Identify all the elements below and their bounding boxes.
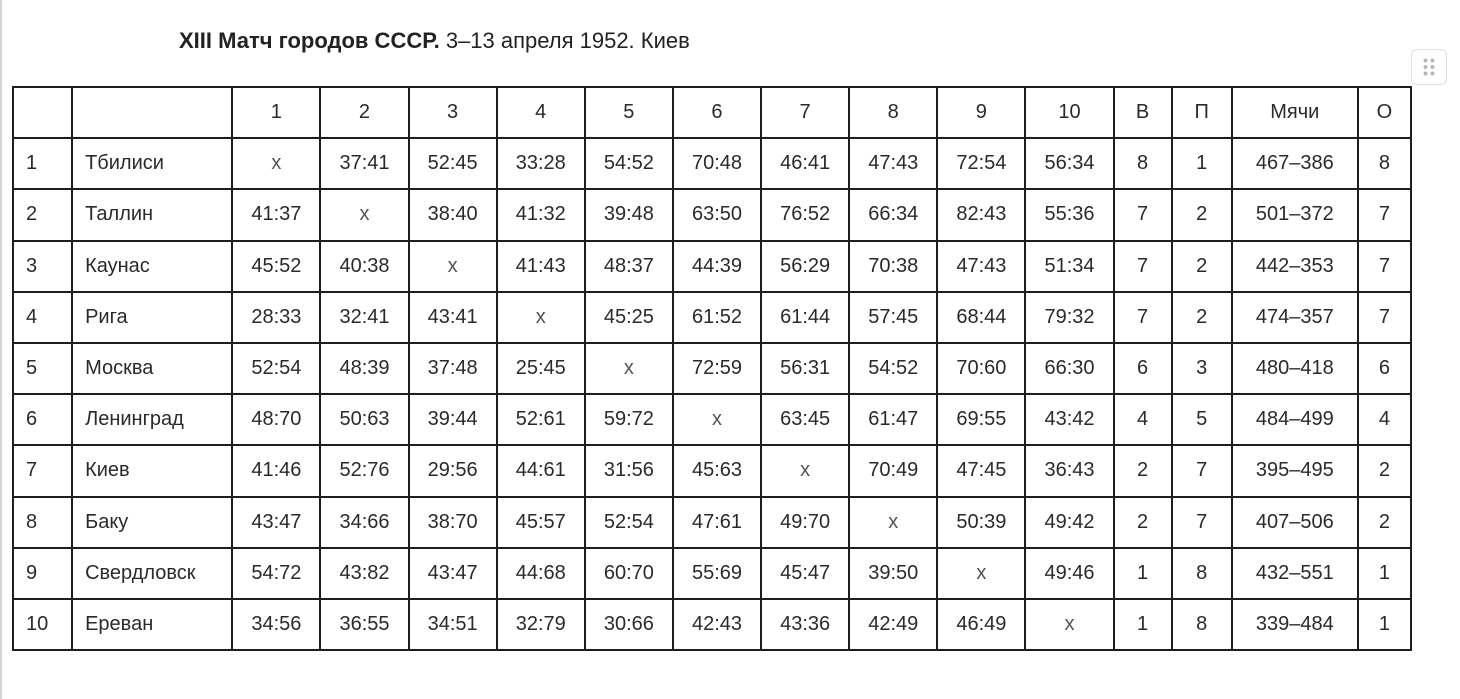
result-cell: 61:47 — [849, 394, 937, 445]
result-cell: x — [409, 241, 497, 292]
result-cell: 72:54 — [937, 138, 1025, 189]
team-name-cell: Рига — [72, 292, 232, 343]
result-cell: 39:50 — [849, 548, 937, 599]
result-cell: 31:56 — [585, 445, 673, 496]
table-row — [13, 394, 1411, 445]
row-number-cell: 4 — [13, 292, 72, 343]
result-cell: 43:41 — [409, 292, 497, 343]
result-cell: x — [585, 343, 673, 394]
result-cell: 70:49 — [849, 445, 937, 496]
result-cell: 57:45 — [849, 292, 937, 343]
result-cell: 38:70 — [409, 497, 497, 548]
losses-cell: 5 — [1172, 394, 1232, 445]
row-number-cell: 9 — [13, 548, 72, 599]
result-cell: 45:57 — [497, 497, 585, 548]
result-cell: 36:55 — [320, 599, 408, 650]
wins-cell: 1 — [1114, 548, 1172, 599]
result-cell: 38:40 — [409, 189, 497, 240]
team-name-cell: Каунас — [72, 241, 232, 292]
result-cell: 56:29 — [761, 241, 849, 292]
wins-cell: 8 — [1114, 138, 1172, 189]
result-cell: 41:37 — [232, 189, 320, 240]
result-cell: 47:61 — [673, 497, 761, 548]
result-cell: 37:41 — [320, 138, 408, 189]
wins-cell: 7 — [1114, 189, 1172, 240]
result-cell: 28:33 — [232, 292, 320, 343]
points-cell: 6 — [1358, 343, 1411, 394]
points-cell: 4 — [1358, 394, 1411, 445]
goals-cell: 480–418 — [1232, 343, 1358, 394]
team-name-cell: Свердловск — [72, 548, 232, 599]
goals-cell: 432–551 — [1232, 548, 1358, 599]
wins-cell: 7 — [1114, 292, 1172, 343]
goals-cell: 474–357 — [1232, 292, 1358, 343]
row-number-cell: 3 — [13, 241, 72, 292]
losses-cell: 7 — [1172, 497, 1232, 548]
row-number-cell: 5 — [13, 343, 72, 394]
losses-cell: 7 — [1172, 445, 1232, 496]
result-cell: 45:25 — [585, 292, 673, 343]
result-cell: 49:70 — [761, 497, 849, 548]
header-cell: 7 — [761, 87, 849, 138]
team-name-cell: Тбилиси — [72, 138, 232, 189]
header-cell: В — [1114, 87, 1172, 138]
result-cell: 43:42 — [1025, 394, 1113, 445]
result-cell: 36:43 — [1025, 445, 1113, 496]
losses-cell: 8 — [1172, 548, 1232, 599]
result-cell: 30:66 — [585, 599, 673, 650]
result-cell: 52:54 — [232, 343, 320, 394]
points-cell: 7 — [1358, 241, 1411, 292]
table-row — [13, 548, 1411, 599]
wins-cell: 2 — [1114, 445, 1172, 496]
points-cell: 1 — [1358, 548, 1411, 599]
wins-cell: 7 — [1114, 241, 1172, 292]
table-header-row — [13, 87, 1411, 138]
result-cell: 43:47 — [232, 497, 320, 548]
losses-cell: 2 — [1172, 292, 1232, 343]
header-cell: 8 — [849, 87, 937, 138]
result-cell: 61:52 — [673, 292, 761, 343]
points-cell: 8 — [1358, 138, 1411, 189]
result-cell: 54:72 — [232, 548, 320, 599]
result-cell: 48:70 — [232, 394, 320, 445]
header-cell: 4 — [497, 87, 585, 138]
result-cell: x — [849, 497, 937, 548]
result-cell: 47:45 — [937, 445, 1025, 496]
result-cell: 66:34 — [849, 189, 937, 240]
result-cell: x — [761, 445, 849, 496]
result-cell: 25:45 — [497, 343, 585, 394]
header-cell: 9 — [937, 87, 1025, 138]
result-cell: 56:31 — [761, 343, 849, 394]
result-cell: 56:34 — [1025, 138, 1113, 189]
result-cell: 43:47 — [409, 548, 497, 599]
result-cell: 70:38 — [849, 241, 937, 292]
team-name-cell: Баку — [72, 497, 232, 548]
result-cell: 51:34 — [1025, 241, 1113, 292]
result-cell: 39:48 — [585, 189, 673, 240]
points-cell: 2 — [1358, 445, 1411, 496]
result-cell: 50:39 — [937, 497, 1025, 548]
result-cell: 46:49 — [937, 599, 1025, 650]
header-cell: 1 — [232, 87, 320, 138]
header-cell: О — [1358, 87, 1411, 138]
table-row — [13, 241, 1411, 292]
result-cell: 43:36 — [761, 599, 849, 650]
result-cell: 63:50 — [673, 189, 761, 240]
result-cell: 55:36 — [1025, 189, 1113, 240]
result-cell: 50:63 — [320, 394, 408, 445]
result-cell: 46:41 — [761, 138, 849, 189]
result-cell: 44:39 — [673, 241, 761, 292]
result-cell: 34:51 — [409, 599, 497, 650]
result-cell: x — [232, 138, 320, 189]
goals-cell: 395–495 — [1232, 445, 1358, 496]
table-caption — [179, 27, 690, 55]
team-name-cell: Ленинград — [72, 394, 232, 445]
result-cell: 48:37 — [585, 241, 673, 292]
result-cell: 39:44 — [409, 394, 497, 445]
result-cell: 41:46 — [232, 445, 320, 496]
team-name-cell: Москва — [72, 343, 232, 394]
drag-handle-button[interactable] — [1411, 49, 1447, 85]
wins-cell: 6 — [1114, 343, 1172, 394]
result-cell: x — [1025, 599, 1113, 650]
result-cell: 47:43 — [849, 138, 937, 189]
goals-cell: 467–386 — [1232, 138, 1358, 189]
result-cell: 52:45 — [409, 138, 497, 189]
header-cell: Мячи — [1232, 87, 1358, 138]
result-cell: 63:45 — [761, 394, 849, 445]
result-cell: 32:41 — [320, 292, 408, 343]
result-cell: 48:39 — [320, 343, 408, 394]
result-cell: 79:32 — [1025, 292, 1113, 343]
result-cell: 54:52 — [585, 138, 673, 189]
result-cell: 70:60 — [937, 343, 1025, 394]
result-cell: 37:48 — [409, 343, 497, 394]
points-cell: 7 — [1358, 292, 1411, 343]
row-number-cell: 7 — [13, 445, 72, 496]
result-cell: 45:47 — [761, 548, 849, 599]
result-cell: 33:28 — [497, 138, 585, 189]
points-cell: 7 — [1358, 189, 1411, 240]
result-cell: x — [320, 189, 408, 240]
caption-title: XIII Матч городов СССР. — [179, 28, 440, 53]
losses-cell: 3 — [1172, 343, 1232, 394]
result-cell: 54:52 — [849, 343, 937, 394]
result-cell: 45:52 — [232, 241, 320, 292]
header-cell: 6 — [673, 87, 761, 138]
result-cell: 61:44 — [761, 292, 849, 343]
table-row — [13, 189, 1411, 240]
result-cell: 34:56 — [232, 599, 320, 650]
row-number-cell: 10 — [13, 599, 72, 650]
header-cell: 5 — [585, 87, 673, 138]
wins-cell: 4 — [1114, 394, 1172, 445]
result-cell: 70:48 — [673, 138, 761, 189]
result-cell: 59:72 — [585, 394, 673, 445]
result-cell: 43:82 — [320, 548, 408, 599]
losses-cell: 1 — [1172, 138, 1232, 189]
points-cell: 1 — [1358, 599, 1411, 650]
header-cell — [13, 87, 72, 138]
goals-cell: 339–484 — [1232, 599, 1358, 650]
standings-table — [12, 86, 1412, 651]
row-number-cell: 2 — [13, 189, 72, 240]
result-cell: 44:61 — [497, 445, 585, 496]
result-cell: 60:70 — [585, 548, 673, 599]
result-cell: 45:63 — [673, 445, 761, 496]
result-cell: 55:69 — [673, 548, 761, 599]
drag-handle-dots-icon — [1422, 57, 1436, 77]
result-cell: 42:49 — [849, 599, 937, 650]
row-number-cell: 8 — [13, 497, 72, 548]
result-cell: 47:43 — [937, 241, 1025, 292]
table-row — [13, 138, 1411, 189]
result-cell: 52:54 — [585, 497, 673, 548]
result-cell: 69:55 — [937, 394, 1025, 445]
result-cell: 72:59 — [673, 343, 761, 394]
header-cell: 3 — [409, 87, 497, 138]
result-cell: 76:52 — [761, 189, 849, 240]
team-name-cell: Таллин — [72, 189, 232, 240]
result-cell: 29:56 — [409, 445, 497, 496]
result-cell: 49:42 — [1025, 497, 1113, 548]
table-row — [13, 343, 1411, 394]
result-cell: 49:46 — [1025, 548, 1113, 599]
caption-details: 3–13 апреля 1952. Киев — [439, 28, 690, 53]
row-number-cell: 1 — [13, 138, 72, 189]
goals-cell: 501–372 — [1232, 189, 1358, 240]
table-row — [13, 497, 1411, 548]
result-cell: x — [497, 292, 585, 343]
losses-cell: 2 — [1172, 189, 1232, 240]
goals-cell: 442–353 — [1232, 241, 1358, 292]
table-row — [13, 445, 1411, 496]
result-cell: 68:44 — [937, 292, 1025, 343]
wins-cell: 1 — [1114, 599, 1172, 650]
goals-cell: 407–506 — [1232, 497, 1358, 548]
result-cell: 66:30 — [1025, 343, 1113, 394]
header-cell: 10 — [1025, 87, 1113, 138]
losses-cell: 8 — [1172, 599, 1232, 650]
team-name-cell: Киев — [72, 445, 232, 496]
team-name-cell: Ереван — [72, 599, 232, 650]
header-cell — [72, 87, 232, 138]
page-left-border — [0, 0, 2, 699]
goals-cell: 484–499 — [1232, 394, 1358, 445]
table-row — [13, 599, 1411, 650]
result-cell: 41:32 — [497, 189, 585, 240]
wins-cell: 2 — [1114, 497, 1172, 548]
result-cell: 52:76 — [320, 445, 408, 496]
result-cell: 34:66 — [320, 497, 408, 548]
result-cell: 82:43 — [937, 189, 1025, 240]
result-cell: 41:43 — [497, 241, 585, 292]
result-cell: x — [673, 394, 761, 445]
result-cell: x — [937, 548, 1025, 599]
result-cell: 40:38 — [320, 241, 408, 292]
result-cell: 52:61 — [497, 394, 585, 445]
losses-cell: 2 — [1172, 241, 1232, 292]
result-cell: 32:79 — [497, 599, 585, 650]
header-cell: П — [1172, 87, 1232, 138]
table-body — [13, 87, 1411, 650]
result-cell: 42:43 — [673, 599, 761, 650]
header-cell: 2 — [320, 87, 408, 138]
row-number-cell: 6 — [13, 394, 72, 445]
points-cell: 2 — [1358, 497, 1411, 548]
result-cell: 44:68 — [497, 548, 585, 599]
table-row — [13, 292, 1411, 343]
